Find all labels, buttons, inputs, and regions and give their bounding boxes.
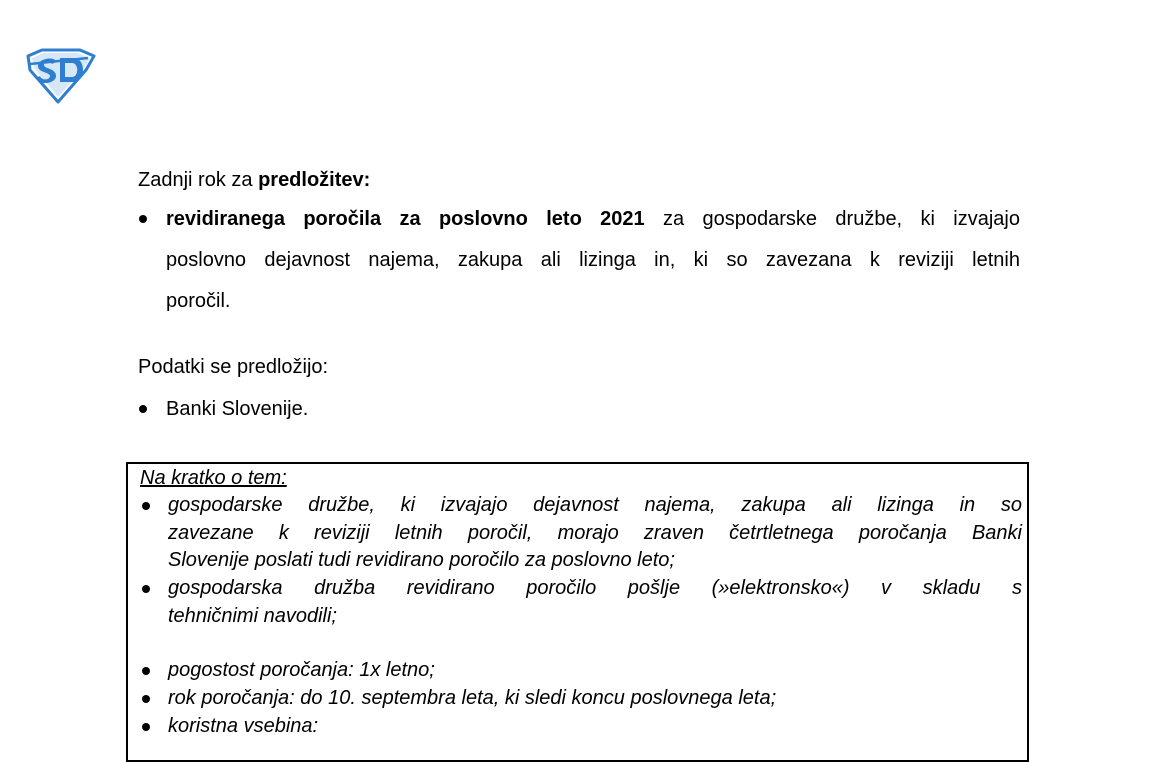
submit-bullet-label: Banki Slovenije.: [166, 398, 309, 420]
summary-box-title: Na kratko o tem:: [140, 467, 287, 489]
summary-bullet-5-line-1: koristna vsebina:: [168, 715, 319, 737]
summary-bullet-1-line-2: zavezane k reviziji letnih poročil, morajo zraven četrtletnega poročanja Banki: [168, 521, 1022, 544]
bullet-icon: [142, 502, 150, 510]
summary-bullet-4-line-1: rok poročanja: do 10. septembra leta, ki sledi koncu poslovnega leta;: [168, 687, 777, 709]
bullet-icon: [139, 215, 147, 223]
deadline-line-2-plain: poslovno dejavnost najema, zakupa ali lizinga in, ki so zavezana k reviziji letnih: [166, 249, 1020, 271]
summary-bullet-3-line-1: pogostost poročanja: 1x letno;: [168, 659, 435, 681]
deadline-line-3: [166, 281, 1020, 322]
bullet-icon: [142, 585, 150, 593]
summary-bullet-4-text: [168, 685, 1022, 713]
deadline-heading-plain: Zadnji rok za: [138, 169, 259, 191]
deadline-line-1-bold: revidiranega poročila za poslovno leto 2021: [166, 208, 645, 230]
deadline-heading: [138, 168, 370, 192]
deadline-line-2: [166, 240, 1020, 281]
deadline-line-1: [166, 199, 1020, 240]
bullet-icon: [142, 695, 150, 703]
summary-bullet-2-text: [168, 575, 1022, 630]
deadline-bullet-text: [166, 199, 1020, 322]
summary-box: [126, 462, 1029, 762]
submit-bullet-text: [166, 389, 1020, 430]
summary-bullet-1-line-1: gospodarske družbe, ki izvajajo dejavnost najema, zakupa ali lizinga in so: [168, 494, 1022, 516]
summary-bullet-1-text: [168, 492, 1022, 575]
summary-bullet-5-text: [168, 713, 1022, 741]
deadline-line-3-plain: poročil.: [166, 290, 231, 312]
deadline-heading-bold: predložitev:: [258, 169, 371, 191]
bullet-icon: [139, 405, 147, 413]
bullet-icon: [142, 723, 150, 731]
sd-diamond-logo-icon: [22, 48, 96, 104]
deadline-line-1-plain: za gospodarske družbe, ki izvajajo: [644, 208, 1020, 230]
bullet-icon: [142, 667, 150, 675]
summary-bullet-2-line-2: tehničnimi navodili;: [168, 604, 337, 627]
submit-heading: Podatki se predložijo:: [138, 356, 329, 378]
summary-bullet-2-line-1: gospodarska družba revidirano poročilo pošlje (»elektronsko«) v skladu s: [168, 577, 1022, 599]
company-logo: [22, 48, 96, 104]
summary-bullet-3-text: [168, 657, 1022, 685]
summary-bullet-1-line-3: Slovenije poslati tudi revidirano poročilo za poslovno leto;: [168, 549, 675, 571]
